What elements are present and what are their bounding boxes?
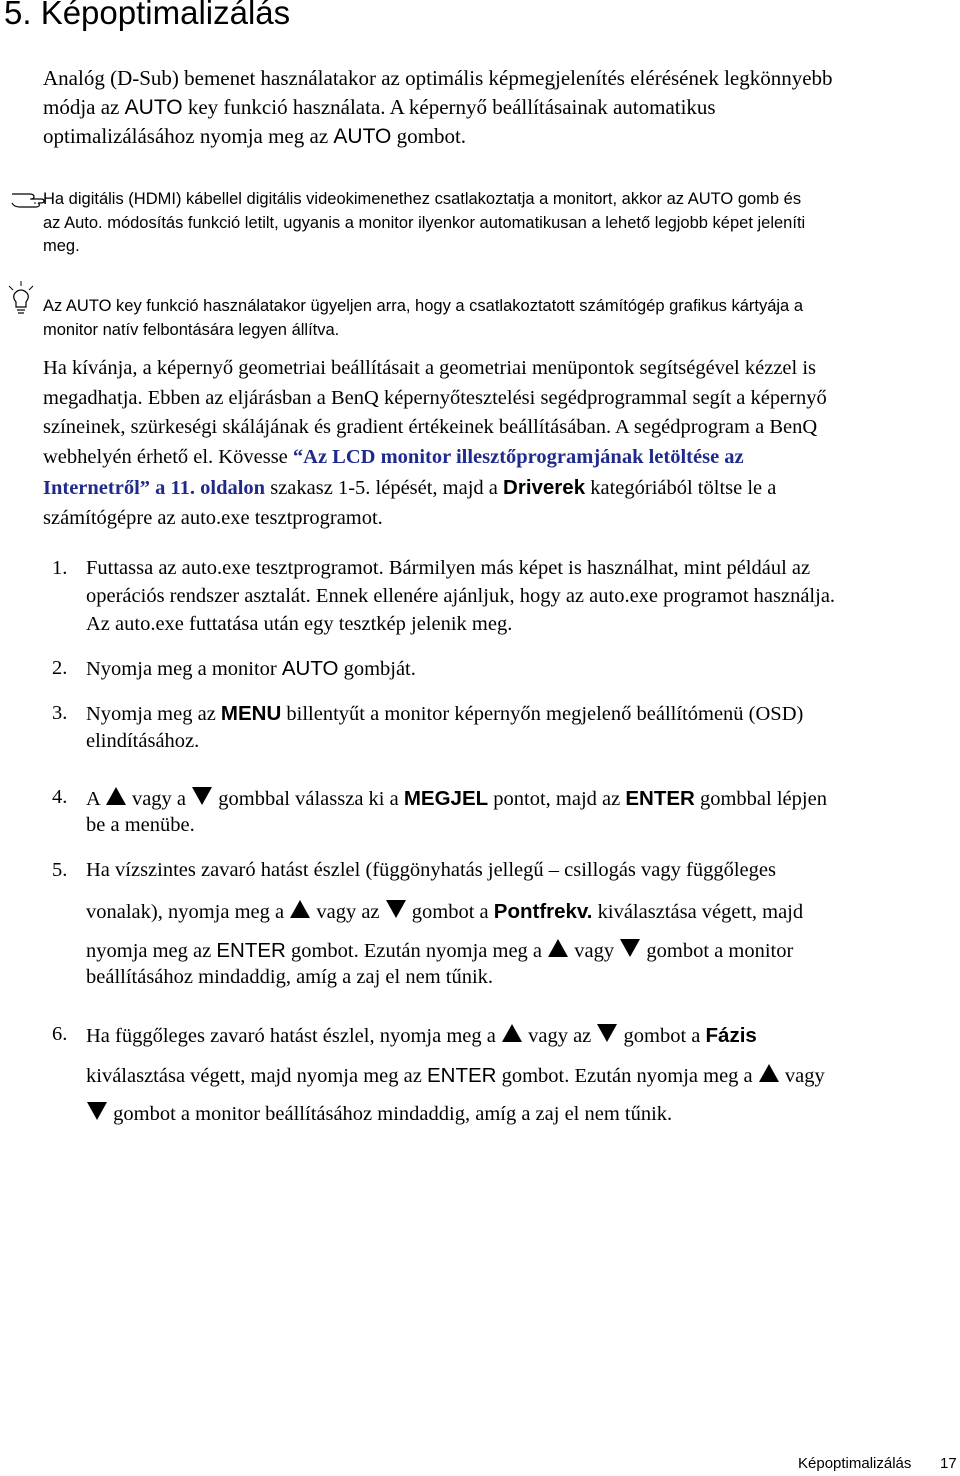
enter-key-label: ENTER [216, 939, 286, 962]
driver-download-link-cont[interactable]: Internetről” a 11. oldalon [43, 476, 266, 499]
megjel-label: MEGJEL [403, 787, 489, 810]
up-arrow-icon [501, 1023, 523, 1043]
driverek-label: Driverek [503, 475, 586, 499]
up-arrow-icon [289, 899, 311, 919]
footer-section-name: Képoptimalizálás [798, 1455, 912, 1472]
enter-key-label: ENTER [426, 1064, 497, 1087]
up-arrow-icon [547, 938, 569, 958]
fazis-label: Fázis [705, 1024, 757, 1047]
intro-paragraph: Analóg (D-Sub) bemenet használatakor az optimális képmegjelenítés elérésének legkönnyebb módja az AUTO key funkció használata. A képernyő beállításainak automatikus optimalizálásához nyomja meg az AUTO gombot. [43, 66, 833, 148]
note-block: Ha digitális (HDMI) kábellel digitális videokimenethez csatlakoztatja a monitort, akkor az AUTO gomb és az Auto. módosítás funkció letilt, ugyanis a monitor ilyenkor automatikusan a lehető legjobb képet jeleníti meg. [43, 190, 806, 255]
auto-key-label: AUTO [281, 657, 339, 680]
page-title: 5. Képoptimalizálás [4, 0, 291, 31]
down-arrow-icon [596, 1023, 618, 1043]
instruction-paragraph: Ha kívánja, a képernyő geometriai beállításait a geometriai menüpontok segítségével kézzel is megadhatja. Ebben az eljárásban a BenQ képernyőtesztelési segédprogrammal segít a képernyő színeinek, szürkeségi skálájának és gradient értékeinek beállításában. A segédprogram a BenQ webhelyén érhető el. Kövesse “Az LCD monitor illesztőprogramjának letöltése az Internetről” a 11. oldalon szakasz 1-5. lépését, majd a Driverek kategóriából töltse le a számítógépre az auto.exe tesztprogramot. [43, 357, 827, 529]
tip-block: Az AUTO key funkció használatakor ügyeljen arra, hogy a csatlakoztatott számítógép grafikus kártyája a monitor natív felbontására legyen állítva. [43, 297, 803, 339]
down-arrow-icon [191, 786, 213, 806]
pontfrekv-label: Pontfrekv. [493, 900, 593, 923]
down-arrow-icon [619, 938, 641, 958]
down-arrow-icon [86, 1101, 108, 1121]
auto-key-label: AUTO [333, 125, 392, 148]
driver-download-link[interactable]: “Az LCD monitor illesztőprogramjának letöltése az [292, 446, 744, 469]
footer-page-number: 17 [940, 1455, 957, 1472]
enter-key-label: ENTER [625, 787, 695, 810]
lightbulb-icon [4, 280, 38, 314]
auto-key-label: AUTO [124, 96, 183, 119]
down-arrow-icon [385, 899, 407, 919]
up-arrow-icon [105, 786, 127, 806]
up-arrow-icon [758, 1063, 780, 1083]
menu-key-label: MENU [220, 702, 282, 725]
